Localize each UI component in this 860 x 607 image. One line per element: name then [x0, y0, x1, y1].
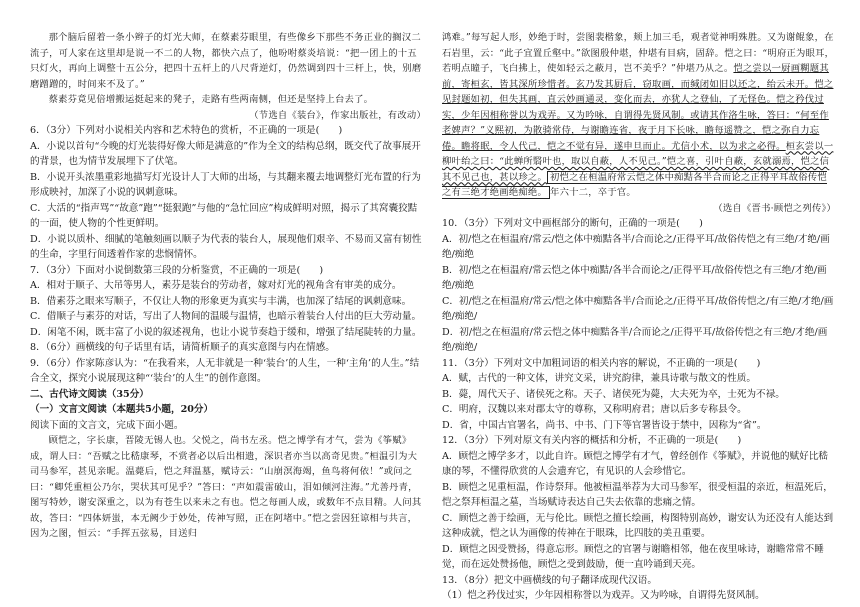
underlined-sentence: 恺之矜伐过实，少年因相称誉以为戏弄。又为吟咏，自谓得先贤风制。或请其作洛生咏，答曰：“何至作老婢声？”义熙初，为散骑常侍，与谢瞻连省，夜于月下长咏，瞻每遥赞之，恺之弥自力忘倦。瞻将眠，令人代己，恺之不觉有异，遂申旦而止。尤信小术，以为求之必得。 — [442, 94, 829, 152]
option-12c: C．顾恺之善于绘画，无与伦比。顾恺之擅长绘画，构图特别高妙，谢安认为还没有人能达到这种成就，恺之认为画像的传神在于眼珠，比四肢的美丑重要。 — [442, 512, 834, 539]
option-12a: A．顾恺之博学多才，以此自许。顾恺之博学有才气，曾经创作《筝赋》，并说他的赋好比嵇康的琴，不懂得欣赏的人会遗弃它，有见识的人会珍惜它。 — [442, 450, 828, 477]
story-paragraph: 蔡素芬竟见倍增搬运挺起来的凳子，走路有些两南侧，但还是坚持上台去了。 — [48, 94, 374, 105]
option-7b: B．借素芬之眼来写顺子，不仅让人物的形象更为真实与丰满，也加深了结尾的讽刺意味。 — [30, 295, 412, 307]
classical-text-continued — [442, 30, 836, 201]
question-7: 7．（3分）下面对小说倒数第三段的分析鉴赏，不正确的一项是( ) — [30, 264, 324, 276]
option-11d: D．省，中国古官署名，尚书、中书、门下等官署皆设于禁中，因称为“省”。 — [442, 419, 767, 431]
wavy-underlined-sentence: 桓玄尝以一柳叶绐之曰：“此蝉所翳叶也，取以自蔽，人不见己。”恺之喜，引叶自蔽，玄就溺焉，恺之信其不见己也，甚以珍之。 — [442, 140, 834, 183]
section-heading: 二、古代诗文阅读（35分） — [30, 388, 149, 400]
option-10a: A．初/恺之在桓温府/常云/恺之体中痴黠各半/合而论之/正得平耳/故俗传恺之有三绝/才绝/画绝/痴绝 — [442, 233, 830, 260]
option-11a: A．赋，古代的一种文体，讲究文采，讲究韵律，兼具诗歌与散文的性质。 — [442, 373, 756, 384]
underlined-sentence: 恺之尝以一厨画糊题其前，寄桓玄，皆其深所珍惜者。玄乃发其厨后，窃取画，而缄闭如旧以还之，绐云未开。恺之见封题如初，但失其画，直云妙画通灵，变化而去，亦犹人之登仙，了无怪色。 — [442, 63, 834, 105]
question-11: 11．（3分）下列对文中加粗词语的相关内容的解说，不正确的一项是( ) — [442, 357, 761, 369]
question-6: 6．（3分）下列对小说相关内容和艺术特色的赏析，不正确的一项是( ) — [30, 125, 343, 136]
option-12b: B．顾恺之见重桓温，作诗祭拜。他被桓温举荐为大司马参军，很受桓温的亲近，桓温死后，恺之祭拜桓温之墓，当场赋诗表达自己失去依靠的悲痛之情。 — [442, 481, 833, 508]
option-6d: D．小说以质朴、细腻的笔触刻画以顺子为代表的装台人，展现他们艰辛、不易而又富有韧性的生命，字里行间透着作家的悲悯情怀。 — [30, 233, 422, 260]
question-10: 10．（3分）下列对文中画框部分的断句，正确的一项是( ) — [442, 218, 703, 229]
classical-source: （选自《晋书·顾恺之列传》） — [713, 202, 836, 214]
option-7a: A．相对于顺子、大吊等男人，素芬是装台的劳动者，嫁对灯光的视角含有审美的成分。 — [30, 280, 402, 291]
option-11c: C．明府，汉魏以来对郡太守的尊称，又称明府君；唐以后多专称县令。 — [442, 404, 747, 415]
question-12: 12．（3分）下列对原文有关内容的概括和分析，不正确的一项是( ) — [442, 435, 742, 446]
question-8: 8．（6分）画横线的句子话里有话，请简析顺子的真实意图与内在情感。 — [30, 342, 335, 353]
option-7c: C．借顺子与素芬的对话，写出了人物间的温暖与温情，也暗示着装台人付出的巨大劳动量。 — [30, 311, 422, 322]
option-10d: D．初/恺之在桓温府/常云恺之体中痴黠各半/合而论之/正得平耳/故俗传恺之有三绝/才绝/画绝/痴绝/ — [442, 326, 828, 353]
classical-text-segment: 鸿难。”每写起人形，妙绝于时，尝图裴楷象，颊上加三毛，观者觉神明殊胜。又为谢鲲象，在石岩里，云：“此子宜置丘壑中。”欲图殷仲堪，仲堪有目病，固辞。恺之曰：“明府正为眼耳，若明点瞳子，飞白拂上，使如轻云之蔽月，岂不美乎？”仲堪乃从之。 — [442, 32, 835, 74]
reading-prompt: 阅读下面的文言文，完成下面小题。 — [30, 419, 184, 431]
option-12d: D．顾恺之因受赞扬，得意忘形。顾恺之的官署与谢瞻相邻，他在夜里咏诗，谢瞻常常不睡觉，而在远处赞扬他，顾恺之受到鼓励，便一直吟诵到天亮。 — [442, 543, 824, 570]
right-column — [442, 30, 836, 604]
option-6c: C．大活的“指声骂”“故意”跑”“挺狠跑”与他的“急忙回应”构成鲜明对照，揭示了其窝囊狡黠的一面，使人物的个性更鲜明。 — [30, 202, 418, 229]
option-6a: A．小说以首句“今晚的灯光装得好像大师是满意的”作为全文的结构总纲，既交代了故事展开的背景，也为情节发展埋下了伏笔。 — [30, 140, 421, 167]
option-7d: D．闲笔不闲，既丰富了小说的叙述视角，也让小说节奏趋于缓和，增强了结尾陡转的力量。 — [30, 326, 422, 338]
left-column — [30, 30, 426, 542]
translation-sentence-1: （1）恺之矜伐过实，少年因相称誉以为戏弄。又为吟咏，自谓得先贤风制。 — [442, 590, 765, 601]
classical-text-segment: 年六十二，卒于官。 — [550, 187, 636, 198]
option-6b: B．小说开头浓墨重彩地描写灯光设计人丁大师的出场，与其翻来覆去地调整灯光布置的行为形成映衬，加深了小说的讽刺意味。 — [30, 171, 421, 198]
subsection-heading: （一）文言文阅读（本题共5小题，20分） — [30, 404, 214, 415]
option-10c: C．初/恺之在桓温府/常云/恺之体中痴黠各半/合而论之/正得平耳/故俗传恺之/有三绝/才绝/画绝/痴绝/ — [442, 295, 834, 322]
framed-passage: 初恺之在桓温府常云恺之体中痴黠各半合而论之正得平耳故俗传恺之有三绝才绝画绝痴绝。 — [442, 171, 827, 198]
option-10b: B．初/恺之在桓温府/常云恺之体中痴黠/各半合而论之/正得平耳/故俗传恺之有三绝/才绝/画绝/痴绝 — [442, 264, 827, 291]
option-11b: B．薨，周代天子、诸侯死之称。天子、诸侯死为薨，大夫死为卒，士死为不禄。 — [442, 388, 785, 400]
question-13: 13．（8分）把文中画横线的句子翻译成现代汉语。 — [442, 574, 657, 586]
question-9: 9．（6分）作家陈彦认为：“在我看来，人无非就是一种‘装台’的人生，一种‘主角’的人生。”结合全文，探究小说展现这种“‘装台’的人生”的创作意图。 — [30, 357, 420, 384]
classical-text: 顾恺之，字长康，晋陵无锡人也。父悦之，尚书左丞。恺之博学有才气，尝为《筝赋》成，谓人曰：“吾赋之比嵇康琴，不赏者必以后出相遗，深识者亦当以高奇见贵。”桓温引为大司马参军，甚见亲昵。温薨后，恺之拜温墓，赋诗云：“山崩溟海竭，鱼鸟将何依！”或问之曰：“卿凭重桓公乃尔，哭状其可见乎？”答曰：“声如震雷破山，泪如倾河注海。”尤善丹青，图写特妙，谢安深重之，以为有苍生以来未之有也。恺之每画人成，或数年不点目精。人问其故，答曰：“四体妍蚩，本无阙少于妙处，传神写照，正在阿堵中。”恺之尝因狂谅相与共言，因为之图，恒云：“手挥五弦易，目送归 — [30, 435, 422, 539]
story-source: （节选自《装台》，作家出版社，有改动） — [249, 109, 426, 121]
story-paragraph: 那个脑后留着一条小辫子的灯光大师，在蔡素芬眼里，有些像乡下那些不务正业的搁汉二流子，可人家在这里却是说一不二的人物，都快六点了，他吩咐蔡炎培说：“把一团上的十五只灯火，再向上调整十五公分，把四十五杆上的八尺背逆灯，仍然调到四十三杆上，快，别磨磨蹭蹭的，时间来不及了。” — [30, 32, 422, 90]
